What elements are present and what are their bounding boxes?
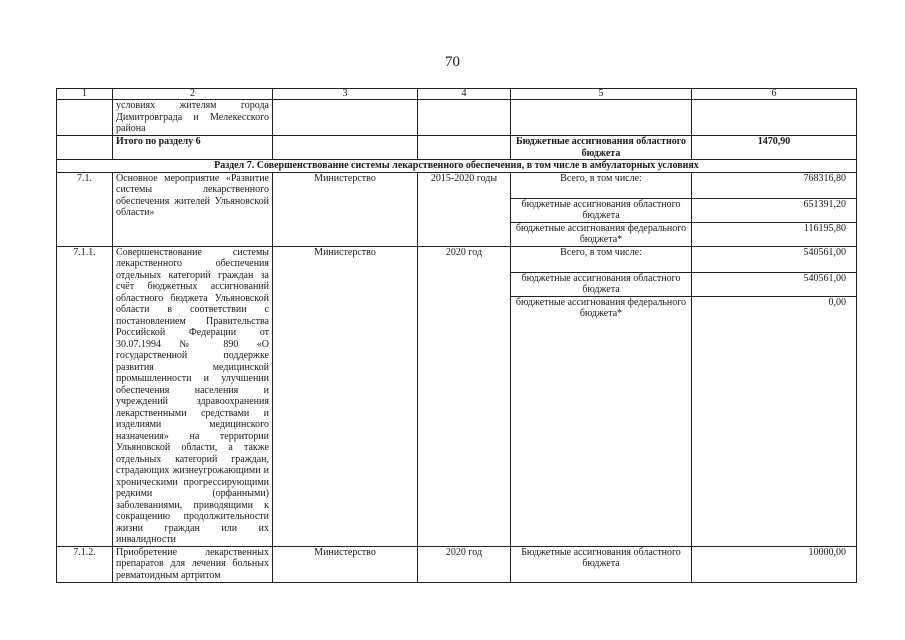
funding-source: Всего, в том числе: xyxy=(511,246,692,272)
amount: 540561,00 xyxy=(692,272,857,296)
amount: 540561,00 xyxy=(692,246,857,272)
amount: 1470,90 xyxy=(692,136,857,160)
table-row xyxy=(57,546,857,582)
column-header: 2 xyxy=(113,89,273,100)
budget-table xyxy=(56,88,857,583)
row-number: 7.1. xyxy=(57,172,113,246)
section-total-row xyxy=(57,136,857,160)
funding-source: Всего, в том числе: xyxy=(511,172,692,198)
row-number: 7.1.1. xyxy=(57,246,113,546)
row-description: Основное мероприятие «Развитие системы лекарственного обеспечения жителей Ульяновской области» xyxy=(113,172,273,246)
table-row xyxy=(57,246,857,272)
page-number: 70 xyxy=(445,54,460,70)
table-row xyxy=(57,100,857,136)
period: 2020 год xyxy=(418,246,511,546)
row-description: Приобретение лекарственных препаратов для лечения больных ревматоидным артритом xyxy=(113,546,273,582)
section-heading-row xyxy=(57,160,857,173)
funding-source: бюджетные ассигнования федерального бюджета* xyxy=(511,296,692,546)
amount: 116195,80 xyxy=(692,222,857,246)
amount: 768316,80 xyxy=(692,172,857,198)
funding-source: Бюджетные ассигнования областного бюджета xyxy=(511,136,692,160)
amount: 10000,00 xyxy=(692,546,857,582)
row-description: Совершенствование системы лекарственного обеспечения отдельных категорий граждан за счёт бюджетных ассигнований областного бюджета Ульяновской области в соответствии с постановлением Правительства Российской Федерации от 30.07.1994 № 890 «О государственной поддержке развития медицинской промышленности и улучшении обеспечения населения и учреждений здравоохранения лекарственными средствами и изделиями медицинского назначения» на территории Ульяновской области, а также отдельных категорий граждан, страдающих жизнеугрожающими и хроническими прогрессирующими редкими (орфанными) заболеваниями, приводящими к сокращению продолжительности жизни граждан или их инвалидности xyxy=(113,246,273,546)
funding-source: Бюджетные ассигнования областного бюджета xyxy=(511,546,692,582)
column-header: 1 xyxy=(57,89,113,100)
funding-source: бюджетные ассигнования областного бюджета xyxy=(511,272,692,296)
column-header: 6 xyxy=(692,89,857,100)
amount: 651391,20 xyxy=(692,198,857,222)
row-number: 7.1.2. xyxy=(57,546,113,582)
row-description: условиях жителям города Димитровграда и Мелекесского района xyxy=(113,100,273,136)
period: 2015-2020 годы xyxy=(418,172,511,246)
table-row xyxy=(57,172,857,198)
total-label: Итого по разделу 6 xyxy=(113,136,273,160)
executor: Министерство xyxy=(273,172,418,246)
column-header: 4 xyxy=(418,89,511,100)
column-header: 5 xyxy=(511,89,692,100)
funding-source: бюджетные ассигнования областного бюджета xyxy=(511,198,692,222)
funding-source: бюджетные ассигнования федерального бюджета* xyxy=(511,222,692,246)
executor: Министерство xyxy=(273,546,418,582)
column-header: 3 xyxy=(273,89,418,100)
period: 2020 год xyxy=(418,546,511,582)
section-title: Раздел 7. Совершенствование системы лекарственного обеспечения, в том числе в амбулаторных условиях xyxy=(57,160,857,173)
table-header-row xyxy=(57,89,857,100)
executor: Министерство xyxy=(273,246,418,546)
amount: 0,00 xyxy=(692,296,857,546)
